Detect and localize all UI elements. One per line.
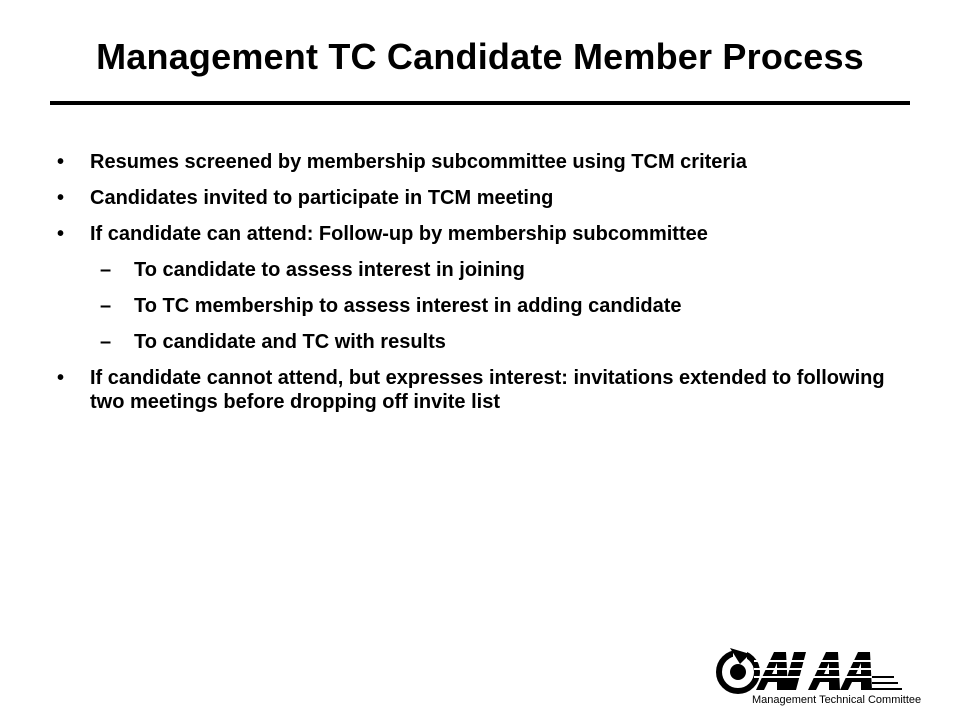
- bullet-marker: •: [57, 223, 65, 245]
- logo-caption: Management Technical Committee: [752, 694, 922, 706]
- dash-marker: –: [100, 259, 112, 281]
- list-item: [55, 186, 915, 210]
- sub-list-item: [55, 258, 915, 282]
- list-item-text: Candidates invited to participate in TCM meeting: [90, 187, 554, 209]
- bullet-list: [55, 150, 915, 426]
- sub-list-item: [55, 330, 915, 354]
- sub-list-item: [55, 294, 915, 318]
- sub-list-item-text: To candidate and TC with results: [134, 331, 446, 353]
- dash-marker: –: [100, 331, 112, 353]
- bullet-marker: •: [57, 367, 65, 389]
- sub-list-item-text: To candidate to assess interest in joining: [134, 259, 525, 281]
- circular-arrow-icon: [719, 648, 757, 691]
- list-item: [55, 222, 915, 246]
- list-item-text: Resumes screened by membership subcommittee using TCM criteria: [90, 151, 747, 173]
- aiaa-wordmark: [754, 652, 902, 690]
- title-divider: [50, 101, 910, 105]
- bullet-marker: •: [57, 151, 65, 173]
- sub-list-item-text: To TC membership to assess interest in adding candidate: [134, 295, 682, 317]
- list-item-text: If candidate can attend: Follow-up by membership subcommittee: [90, 223, 708, 245]
- list-item: [55, 366, 915, 414]
- slide-title: Management TC Candidate Member Process: [96, 36, 864, 77]
- list-item: [55, 150, 915, 174]
- dash-marker: –: [100, 295, 112, 317]
- bullet-marker: •: [57, 187, 65, 209]
- list-item-text: If candidate cannot attend, but expresses interest: invitations extended to following two meetings before dropping off invite list: [90, 367, 885, 413]
